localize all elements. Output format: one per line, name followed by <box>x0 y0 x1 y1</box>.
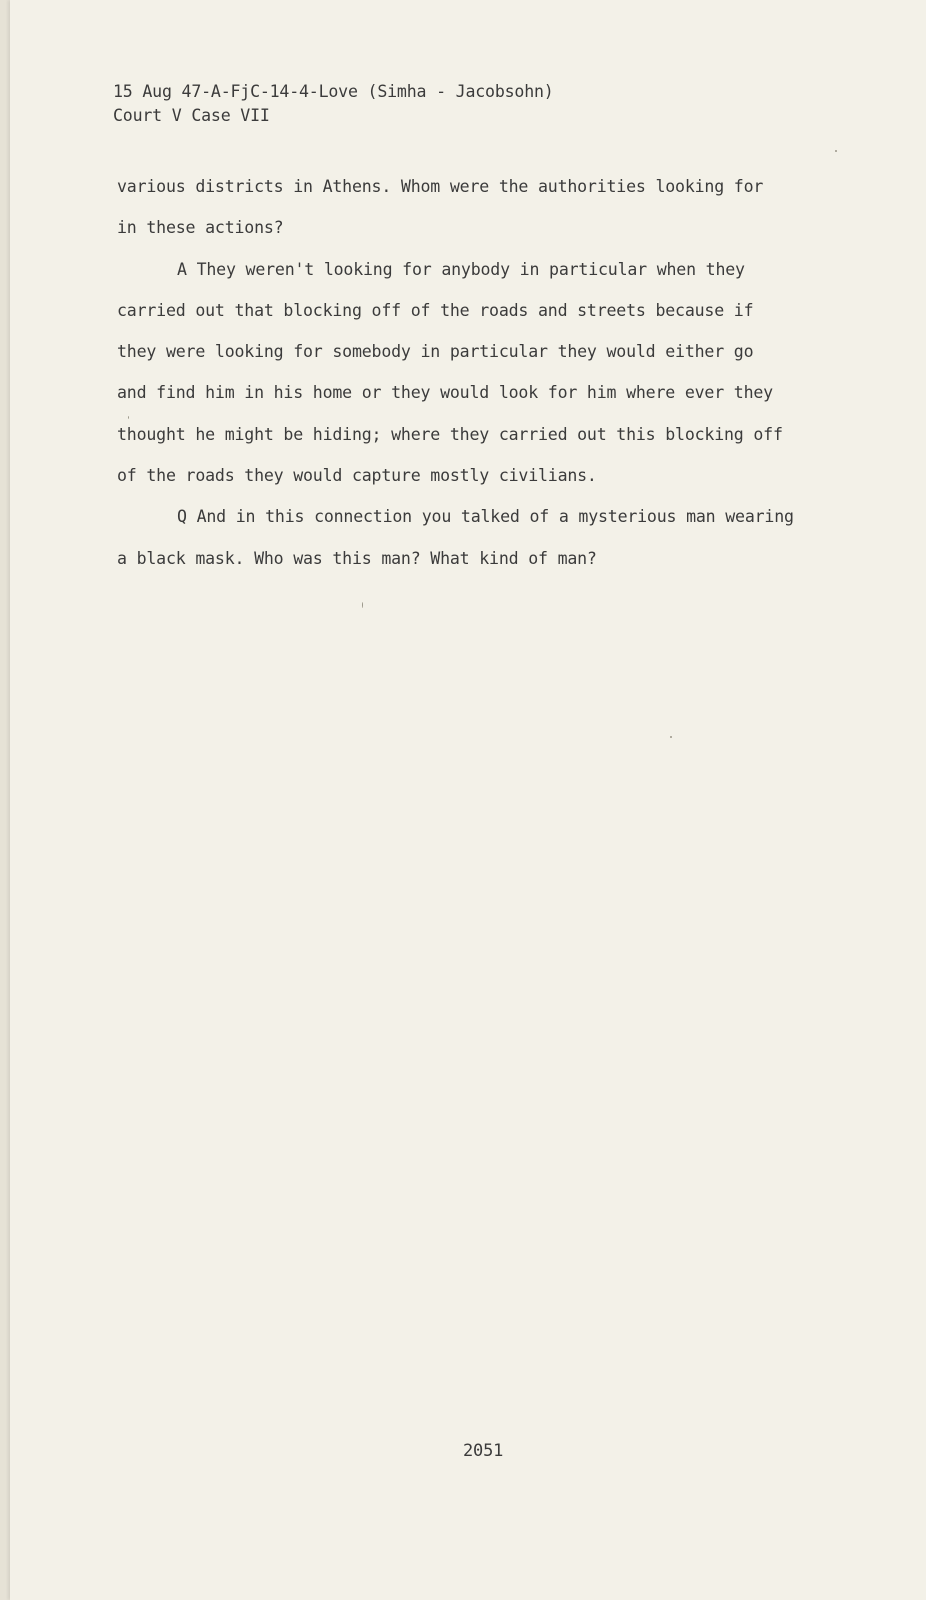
answer-line: A They weren't looking for anybody in particular when they <box>177 259 745 279</box>
document-page <box>10 0 926 1600</box>
transcript-line: various districts in Athens. Whom were the authorities looking for <box>117 177 764 196</box>
transcript-line: of the roads they would capture mostly civilians. <box>117 466 597 486</box>
header-line-case-reference: 15 Aug 47-A-FjC-14-4-Love (Simha - Jacobsohn) <box>113 82 554 101</box>
document-header <box>113 80 554 128</box>
page-number: 2051 <box>463 1441 504 1461</box>
transcript-line: they were looking for somebody in particular they would either go <box>117 342 754 362</box>
transcript-line: thought he might be hiding; where they carried out this blocking off <box>117 424 783 444</box>
question-line: Q And in this connection you talked of a mysterious man wearing <box>177 507 794 527</box>
transcript-line: and find him in his home or they would look for him where ever they <box>117 383 773 403</box>
transcript-line: carried out that blocking off of the roads and streets because if <box>117 300 754 320</box>
header-line-court: Court V Case VII <box>113 106 270 125</box>
paper-speck <box>670 736 672 738</box>
paper-speck <box>362 602 363 608</box>
transcript-line: in these actions? <box>117 218 284 238</box>
transcript-body <box>117 176 837 589</box>
paper-speck <box>835 150 837 152</box>
paper-speck <box>128 416 129 419</box>
transcript-line: a black mask. Who was this man? What kind of man? <box>117 548 597 568</box>
